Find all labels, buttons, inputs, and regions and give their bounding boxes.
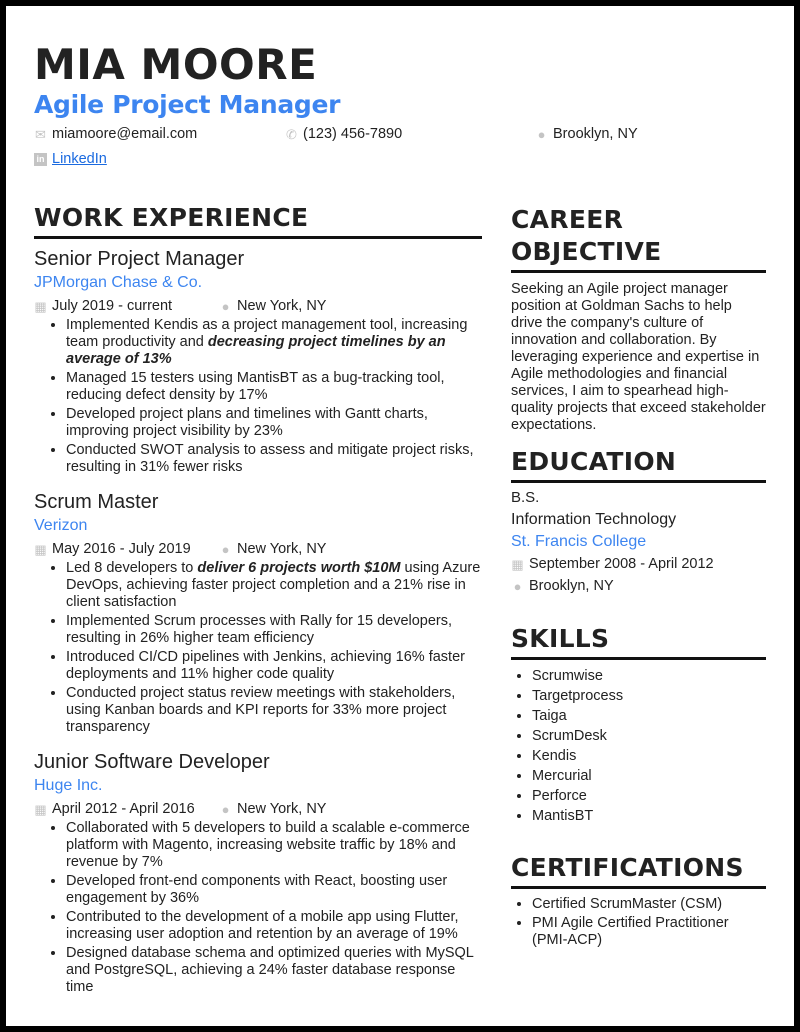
phone-icon: ✆ — [286, 126, 297, 142]
envelope-icon: ✉ — [35, 126, 46, 142]
resume-page — [6, 6, 794, 1026]
job-title: Junior Software Developer — [34, 751, 270, 773]
contact-linkedin — [34, 151, 107, 167]
job-location: New York, NY — [237, 298, 327, 314]
bullet: • Managed 15 testers using MantisBT as a bug-tracking tool, reducing defect density by 17% — [66, 370, 482, 404]
bullet: • Conducted SWOT analysis to assess and mitigate project risks, resulting in 31% fewer risks — [66, 442, 482, 476]
bullet: • Led 8 developers to deliver 6 projects worth $10M using Azure DevOps, achieving faster project completion and a 21% rise in client satisfaction — [66, 560, 482, 611]
degree: B.S. — [511, 489, 540, 506]
skill-item: • Targetprocess — [532, 688, 766, 705]
linkedin-link[interactable]: LinkedIn — [52, 151, 107, 167]
work-experience-section — [34, 202, 482, 998]
education-location: Brooklyn, NY — [529, 578, 614, 594]
objective-text: Seeking an Agile project manager position at Goldman Sachs to help drive the company's culture of innovation and collaboration. By leveraging experience and expertise in Agile methodologies and financial services, I aim to spearhead high-quality projects that exceed stakeholder expectations. — [511, 281, 766, 433]
job-entry — [34, 750, 482, 996]
certification-item: • PMI Agile Certified Practitioner (PMI-ACP) — [532, 915, 766, 949]
job-dates: July 2019 - current — [52, 298, 173, 314]
candidate-name: MIA MOORE — [34, 40, 318, 89]
contact-location — [535, 126, 638, 142]
skill-item: • Kendis — [532, 748, 766, 765]
divider — [511, 657, 766, 660]
skill-item: • Scrumwise — [532, 668, 766, 685]
job-dates: May 2016 - July 2019 — [52, 541, 191, 557]
bullet: • Implemented Kendis as a project management tool, increasing team productivity and decreasing project timelines by an average of 13% — [66, 317, 482, 368]
contact-phone — [285, 126, 402, 142]
contact-email — [34, 126, 197, 142]
section-heading: SKILLS — [511, 624, 610, 653]
skills-section — [511, 623, 766, 828]
divider — [34, 236, 482, 239]
job-dates: April 2012 - April 2016 — [52, 801, 195, 817]
skill-item: • Perforce — [532, 788, 766, 805]
email-text: miamoore@email.com — [52, 126, 198, 142]
location-text: Brooklyn, NY — [553, 126, 638, 142]
bullet: • Implemented Scrum processes with Rally for 15 developers, resulting in 26% higher team efficiency — [66, 613, 482, 647]
divider — [511, 480, 766, 483]
section-heading: CAREER OBJECTIVE — [511, 205, 662, 266]
divider — [511, 270, 766, 273]
bullet: • Contributed to the development of a mobile app using Flutter, increasing user adoption and retention by an average of 19% — [66, 909, 482, 943]
job-entry — [34, 247, 482, 476]
bullet: • Developed project plans and timelines with Gantt charts, improving project visibility by 23% — [66, 406, 482, 440]
certifications-section — [511, 852, 766, 951]
bullet: • Developed front-end components with React, boosting user engagement by 36% — [66, 873, 482, 907]
map-pin-icon: ● — [537, 126, 546, 142]
job-entry — [34, 490, 482, 736]
phone-text: (123) 456-7890 — [303, 126, 403, 142]
section-heading: WORK EXPERIENCE — [34, 203, 309, 232]
skill-item: • MantisBT — [532, 808, 766, 825]
career-objective-section — [511, 204, 766, 434]
bullet: • Conducted project status review meetings with stakeholders, using Kanban boards and KPI reports for 33% more project transparency — [66, 685, 482, 736]
map-pin-icon: ● — [513, 578, 522, 594]
skill-item: • Taiga — [532, 708, 766, 725]
company: Verizon — [34, 517, 88, 534]
skill-item: • ScrumDesk — [532, 728, 766, 745]
school: St. Francis College — [511, 533, 647, 550]
field-of-study: Information Technology — [511, 511, 677, 528]
calendar-icon: ▦ — [511, 556, 524, 572]
job-location: New York, NY — [237, 801, 327, 817]
company: JPMorgan Chase & Co. — [34, 274, 203, 291]
section-heading: EDUCATION — [511, 447, 677, 476]
map-pin-icon: ● — [221, 541, 230, 557]
job-location: New York, NY — [237, 541, 327, 557]
education-section — [511, 446, 766, 597]
divider — [511, 886, 766, 889]
education-dates: September 2008 - April 2012 — [529, 556, 714, 572]
bullet: • Introduced CI/CD pipelines with Jenkins, achieving 16% faster deployments and 11% higher code quality — [66, 649, 482, 683]
skill-item: • Mercurial — [532, 768, 766, 785]
calendar-icon: ▦ — [34, 298, 47, 314]
calendar-icon: ▦ — [34, 541, 47, 557]
linkedin-icon: in — [34, 153, 47, 166]
map-pin-icon: ● — [221, 298, 230, 314]
bullet: • Collaborated with 5 developers to build a scalable e-commerce platform with Magento, increasing website traffic by 18% and revenue by 7% — [66, 820, 482, 871]
job-title: Scrum Master — [34, 491, 159, 513]
section-heading: CERTIFICATIONS — [511, 853, 744, 882]
company: Huge Inc. — [34, 777, 103, 794]
bullet: • Designed database schema and optimized queries with MySQL and PostgreSQL, achieving a 24% faster database response time — [66, 945, 482, 996]
job-title: Senior Project Manager — [34, 248, 245, 270]
certification-item: • Certified ScrumMaster (CSM) — [532, 896, 766, 913]
candidate-title: Agile Project Manager — [34, 90, 341, 119]
map-pin-icon: ● — [221, 801, 230, 817]
calendar-icon: ▦ — [34, 801, 47, 817]
